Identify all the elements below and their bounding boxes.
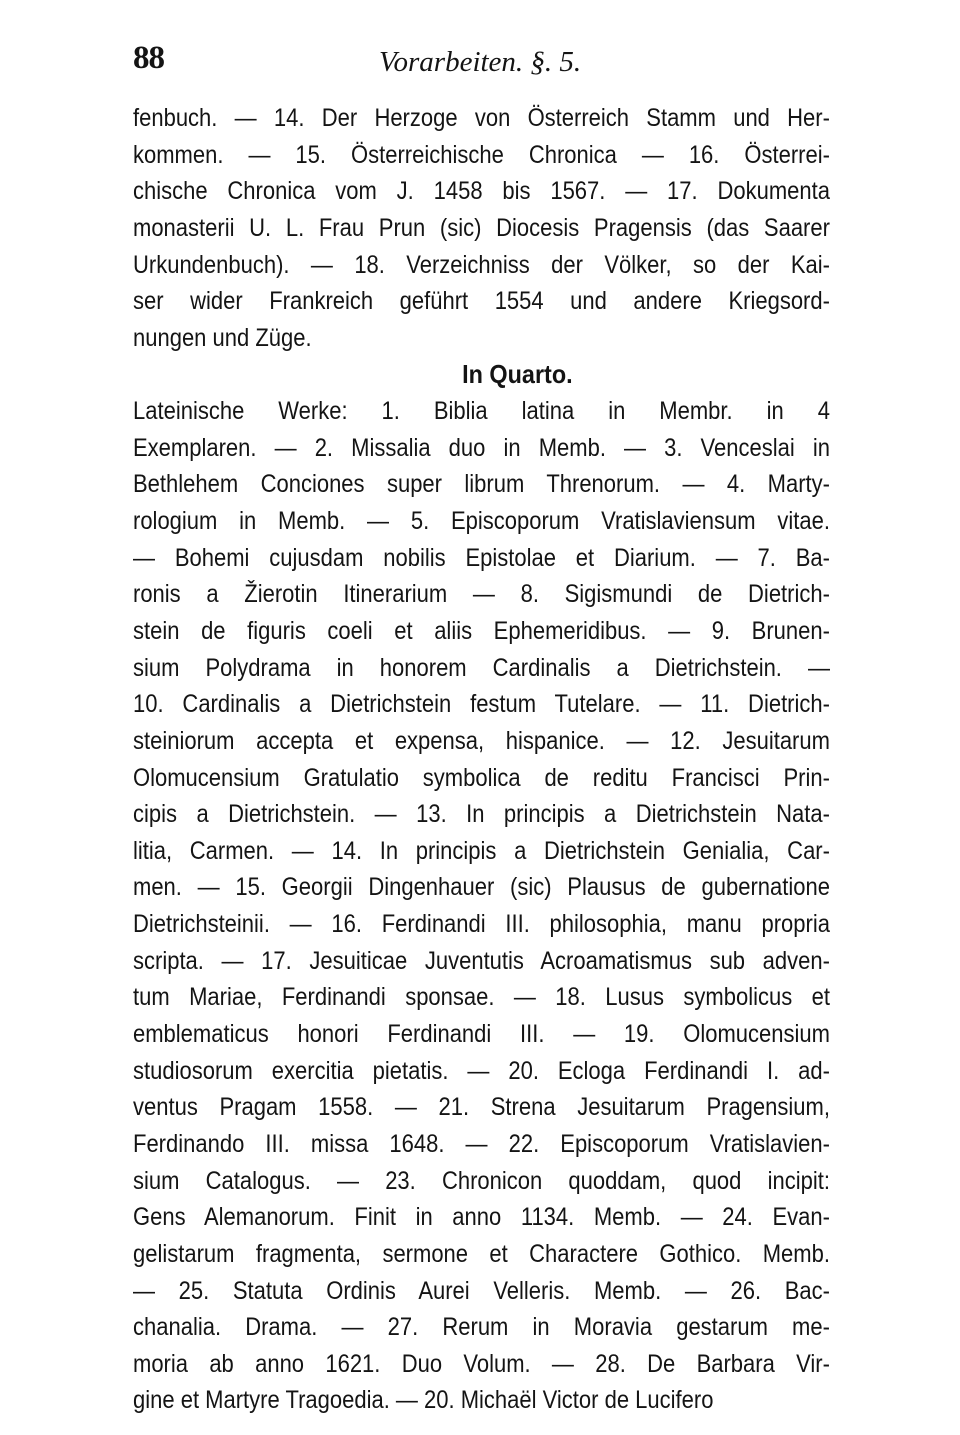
page-header xyxy=(133,40,828,90)
text-line: ronis a Žierotin Itinerarium — 8. Sigismundi de Dietrich- xyxy=(133,580,830,609)
text-line: Bethlehem Conciones super librum Threnorum. — 4. Marty- xyxy=(133,470,830,499)
text-line: fenbuch. — 14. Der Herzoge von Österreich Stamm und Her- xyxy=(133,104,830,132)
text-line: kommen. — 15. Österreichische Chronica — 16. Österrei- xyxy=(133,140,830,169)
text-line: — 25. Statuta Ordinis Aurei Velleris. Memb. — 26. Bac- xyxy=(133,1276,830,1305)
text-line: studiosorum exercitia pietatis. — 20. Ecloga Ferdinandi I. ad- xyxy=(133,1056,830,1085)
section-heading: In Quarto. xyxy=(462,359,573,390)
body-text xyxy=(133,100,830,1419)
text-line: rologium in Memb. — 5. Episcoporum Vratislaviensum vitae. xyxy=(133,507,830,536)
text-line: cipis a Dietrichstein. — 13. In principis a Dietrichstein Nata- xyxy=(133,800,830,829)
text-line: stein de figuris coeli et aliis Ephemeridibus. — 9. Brunen- xyxy=(133,616,830,645)
text-line: ventus Pragam 1558. — 21. Strena Jesuitarum Pragensium, xyxy=(133,1093,830,1122)
paragraph-before-heading xyxy=(133,100,830,356)
text-line: Gens Alemanorum. Finit in anno 1134. Memb. — 24. Evan- xyxy=(133,1203,830,1232)
text-line: chische Chronica vom J. 1458 bis 1567. — 17. Dokumenta xyxy=(133,177,830,206)
text-line: — Bohemi cujusdam nobilis Epistolae et Diarium. — 7. Ba- xyxy=(133,543,830,572)
running-head: Vorarbeiten. §. 5. xyxy=(379,46,582,78)
text-line: Lateinische Werke: 1. Biblia latina in Membr. in 4 xyxy=(133,397,830,426)
text-line: ser wider Frankreich geführt 1554 und andere Kriegsord- xyxy=(133,287,830,316)
text-line: Urkundenbuch). — 18. Verzeichniss der Völker, so der Kai- xyxy=(133,250,830,279)
text-line: gelistarum fragmenta, sermone et Charactere Gothico. Memb. xyxy=(133,1239,830,1268)
page-number: 88 xyxy=(133,40,164,76)
text-line: Exemplaren. — 2. Missalia duo in Memb. — 3. Venceslai in xyxy=(133,433,830,462)
text-line: nungen und Züge. xyxy=(133,323,312,352)
text-line: emblematicus honori Ferdinandi III. — 19. Olomucensium xyxy=(133,1020,830,1049)
text-line: steiniorum accepta et expensa, hispanice. — 12. Jesuitarum xyxy=(133,726,830,755)
text-line: litia, Carmen. — 14. In principis a Dietrichstein Genialia, Car- xyxy=(133,836,830,865)
text-line: Olomucensium Gratulatio symbolica de reditu Francisci Prin- xyxy=(133,763,830,792)
text-line: moria ab anno 1621. Duo Volum. — 28. De Barbara Vir- xyxy=(133,1349,830,1378)
text-line: chanalia. Drama. — 27. Rerum in Moravia gestarum me- xyxy=(133,1313,830,1342)
text-line: tum Mariae, Ferdinandi sponsae. — 18. Lusus symbolicus et xyxy=(133,983,830,1012)
text-line: monasterii U. L. Frau Prun (sic) Diocesis Pragensis (das Saarer xyxy=(133,213,830,242)
text-line: men. — 15. Georgii Dingenhauer (sic) Plausus de gubernatione xyxy=(133,873,830,902)
text-line: 10. Cardinalis a Dietrichstein festum Tutelare. — 11. Dietrich- xyxy=(133,690,830,719)
text-line: sium Polydrama in honorem Cardinalis a Dietrichstein. — xyxy=(133,653,830,682)
section-heading-line xyxy=(133,356,830,393)
text-line: Dietrichsteinii. — 16. Ferdinandi III. philosophia, manu propria xyxy=(133,910,830,939)
text-line: sium Catalogus. — 23. Chronicon quoddam, quod incipit: xyxy=(133,1166,830,1195)
text-line: gine et Martyre Tragoedia. — 20. Michaël Victor de Lucifero xyxy=(133,1386,714,1415)
text-line: scripta. — 17. Jesuiticae Juventutis Acroamatismus sub adven- xyxy=(133,946,830,975)
paragraph-latin-works xyxy=(133,393,830,1419)
text-line: Ferdinando III. missa 1648. — 22. Episcoporum Vratislavien- xyxy=(133,1129,830,1158)
